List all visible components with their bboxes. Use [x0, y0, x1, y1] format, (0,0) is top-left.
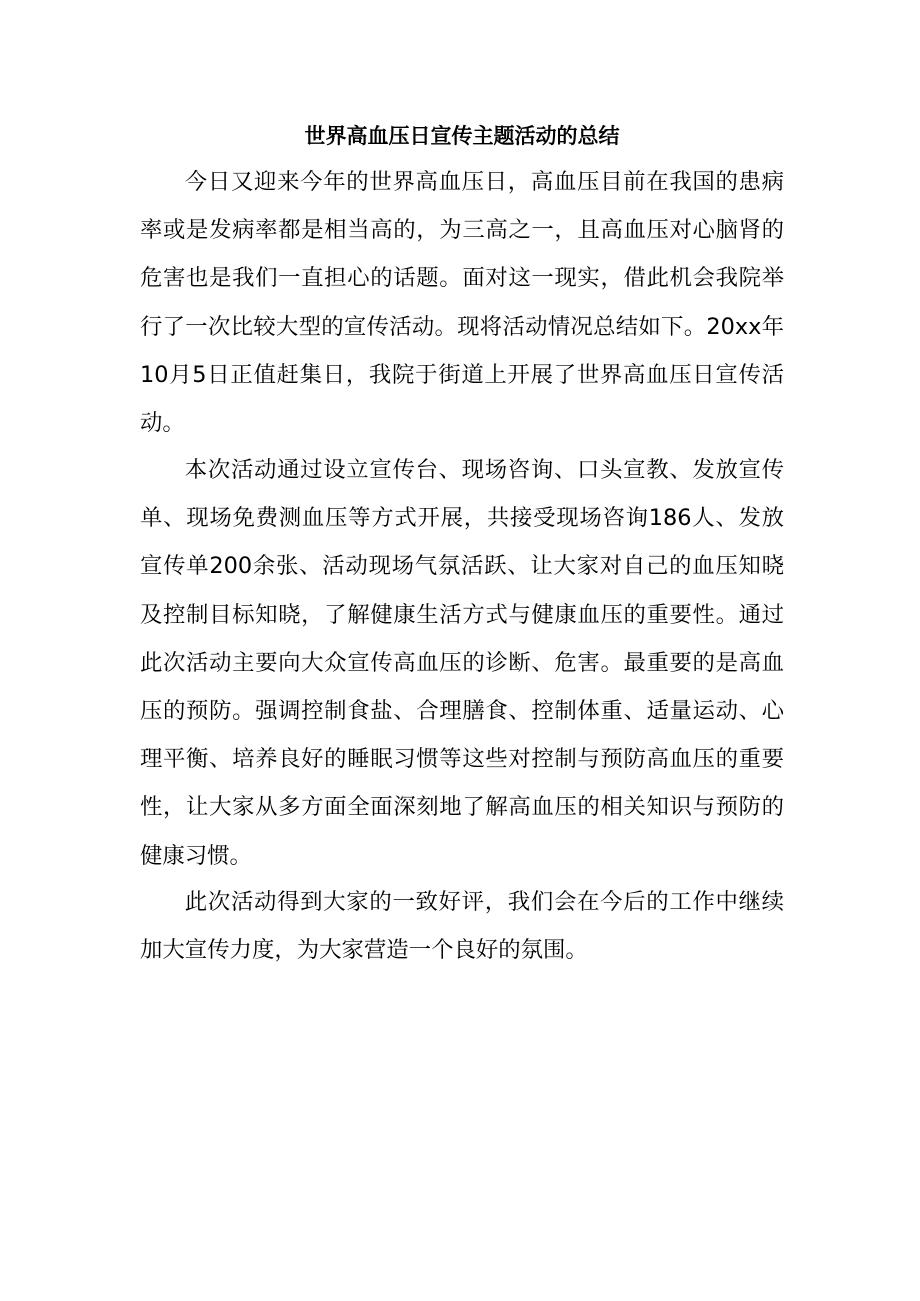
paragraph-intro: 今日又迎来今年的世界高血压日，高血压目前在我国的患病率或是发病率都是相当高的，为三高之一，且高血压对心脑肾的危害也是我们一直担心的话题。面对这一现实，借此机会我院举行了一次比较大型的宣传活动。现将活动情况总结如下。20xx年10月5日正值赶集日，我院于街道上开展了世界高血压日宣传活动。	[140, 169, 784, 437]
paragraph-conclusion: 此次活动得到大家的一致好评，我们会在今后的工作中继续加大宣传力度，为大家营造一个良好的氛围。	[140, 889, 784, 964]
paragraph-activity-details: 本次活动通过设立宣传台、现场咨询、口头宣教、发放宣传单、现场免费测血压等方式开展，共接受现场咨询186人、发放宣传单200余张、活动现场气氛活跃、让大家对自己的血压知晓及控制目标知晓，了解健康生活方式与健康血压的重要性。通过此次活动主要向大众宣传高血压的诊断、危害。最重要的是高血压的预防。强调控制食盐、合理膳食、控制体重、适量运动、心理平衡、培养良好的睡眠习惯等这些对控制与预防高血压的重要性，让大家从多方面全面深刻地了解高血压的相关知识与预防的健康习惯。	[140, 457, 784, 869]
document-title: 世界高血压日宣传主题活动的总结	[304, 123, 620, 148]
